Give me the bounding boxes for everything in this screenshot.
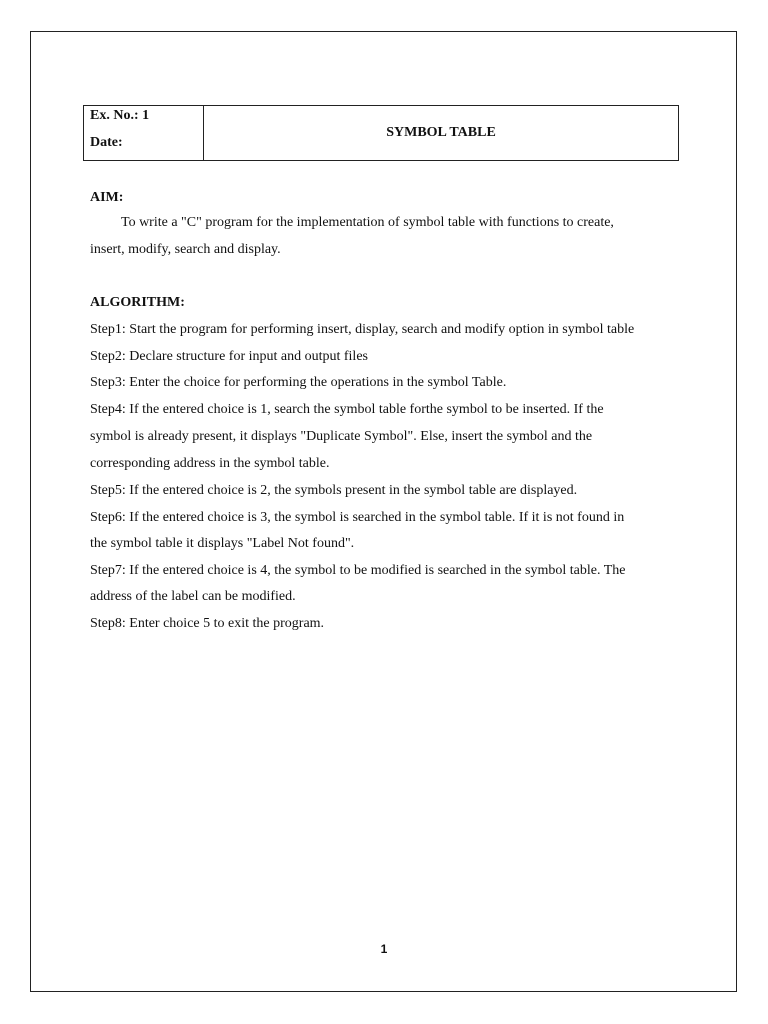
- algorithm-step-4: Step4: If the entered choice is 1, search the symbol table forthe symbol to be inserted. If the: [90, 402, 604, 417]
- aim-heading: AIM:: [90, 190, 124, 205]
- algorithm-step-2: Step2: Declare structure for input and output files: [90, 349, 368, 364]
- page-number: 1: [380, 942, 388, 956]
- aim-line-2: insert, modify, search and display.: [90, 242, 281, 257]
- exercise-date: Date:: [90, 135, 123, 150]
- algorithm-step-6: Step6: If the entered choice is 3, the symbol is searched in the symbol table. If it is not found in: [90, 510, 625, 525]
- algorithm-step-5: Step5: If the entered choice is 2, the symbols present in the symbol table are displayed.: [90, 483, 578, 498]
- algorithm-heading: ALGORITHM:: [90, 295, 185, 310]
- exercise-info-cell: [84, 106, 204, 160]
- exercise-number: Ex. No.: 1: [90, 108, 150, 123]
- aim-line-1: To write a "C" program for the implementation of symbol table with functions to create,: [121, 215, 614, 230]
- algorithm-step-7-cont: address of the label can be modified.: [90, 589, 296, 604]
- exercise-header-table: [83, 105, 679, 161]
- algorithm-step-3: Step3: Enter the choice for performing the operations in the symbol Table.: [90, 375, 507, 390]
- exercise-title: SYMBOL TABLE: [386, 125, 496, 140]
- algorithm-step-4-cont-1: symbol is already present, it displays "Duplicate Symbol". Else, insert the symbol and the: [90, 429, 593, 444]
- algorithm-step-8: Step8: Enter choice 5 to exit the program.: [90, 616, 325, 631]
- algorithm-step-4-cont-2: corresponding address in the symbol table.: [90, 456, 330, 471]
- algorithm-step-7: Step7: If the entered choice is 4, the symbol to be modified is searched in the symbol table. The: [90, 563, 626, 578]
- algorithm-step-6-cont: the symbol table it displays "Label Not found".: [90, 536, 355, 551]
- algorithm-step-1: Step1: Start the program for performing insert, display, search and modify option in symbol table: [90, 322, 635, 337]
